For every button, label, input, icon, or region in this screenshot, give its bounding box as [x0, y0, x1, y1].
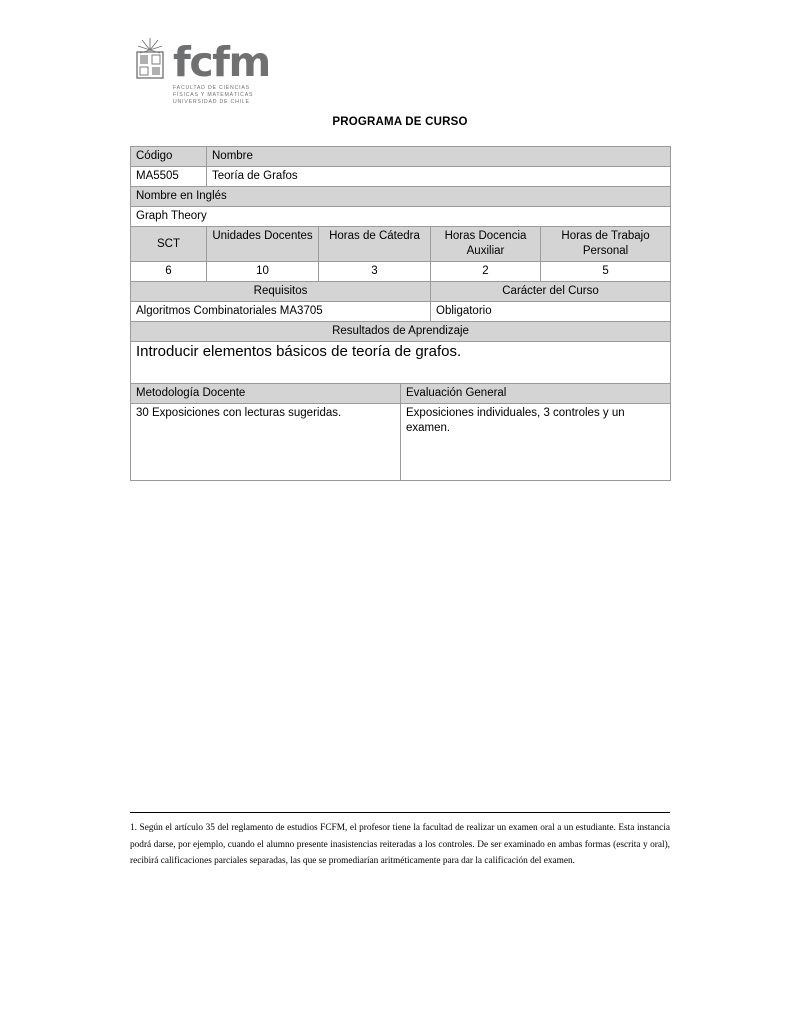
horas-catedra-header: Horas de Cátedra: [319, 227, 431, 262]
resultados-aprendizaje-header: Resultados de Aprendizaje: [131, 322, 671, 342]
table-row: [131, 302, 671, 322]
logo-caption-line-2: FÍSICAS Y MATEMÁTICAS: [173, 92, 254, 98]
requisitos-header: Requisitos: [131, 282, 431, 302]
horas-docencia-auxiliar-header: Horas Docencia Auxiliar: [431, 227, 541, 262]
logo-wordmark: fcfm: [173, 38, 270, 86]
university-crest-icon: [131, 36, 169, 82]
table-row: [131, 322, 671, 342]
nombre-header: Nombre: [207, 147, 671, 167]
metodologia-docente-value: 30 Exposiciones con lecturas sugeridas.: [131, 404, 401, 481]
table-row: [131, 147, 671, 167]
table-row: [131, 384, 671, 404]
horas-docencia-auxiliar-value: 2: [431, 262, 541, 282]
nombre-ingles-header: Nombre en Inglés: [131, 187, 671, 207]
sct-value: 6: [131, 262, 207, 282]
nombre-value: Teoría de Grafos: [207, 167, 671, 187]
horas-trabajo-personal-value: 5: [541, 262, 671, 282]
codigo-value: MA5505: [131, 167, 207, 187]
methodology-evaluation-table: [130, 383, 671, 481]
table-row: [131, 187, 671, 207]
table-row: [131, 167, 671, 187]
table-row: [131, 282, 671, 302]
nombre-ingles-value: Graph Theory: [131, 207, 671, 227]
footnote-text: 1. Según el artículo 35 del reglamento de estudios FCFM, el profesor tiene la facultad de realizar un examen oral a un estudiante. Esta instancia podrá darse, por ejemplo, cuando el alumno presente inasistencias reiteradas a los controles. De ser examinado en ambas formas (escrita y oral), recibirá calificaciones parciales separadas, las que se promediarían aritméticamente para dar la calificación del examen.: [130, 823, 670, 866]
table-row: [131, 404, 671, 481]
course-info-table: [130, 146, 671, 385]
unidades-docentes-header: Unidades Docentes: [207, 227, 319, 262]
requisitos-value: Algoritmos Combinatoriales MA3705: [131, 302, 431, 322]
table-row: [131, 227, 671, 262]
table-row: [131, 342, 671, 385]
page-title: PROGRAMA DE CURSO: [332, 116, 468, 128]
logo-caption-line-1: FACULTAD DE CIENCIAS: [173, 85, 250, 91]
unidades-docentes-value: 10: [207, 262, 319, 282]
evaluacion-general-header: Evaluación General: [401, 384, 671, 404]
fcfm-logo: [131, 36, 311, 106]
codigo-header: Código: [131, 147, 207, 167]
resultados-aprendizaje-value: Introducir elementos básicos de teoría de grafos.: [131, 342, 671, 385]
horas-trabajo-personal-header: Horas de Trabajo Personal: [541, 227, 671, 262]
caracter-curso-header: Carácter del Curso: [431, 282, 671, 302]
table-row: [131, 262, 671, 282]
logo-caption-line-3: UNIVERSIDAD DE CHILE: [173, 99, 250, 105]
caracter-curso-value: Obligatorio: [431, 302, 671, 322]
metodologia-docente-header: Metodología Docente: [131, 384, 401, 404]
footnote-divider: [130, 812, 670, 813]
sct-header: SCT: [131, 227, 207, 262]
evaluacion-general-value: Exposiciones individuales, 3 controles y un examen.: [401, 404, 671, 481]
table-row: [131, 207, 671, 227]
horas-catedra-value: 3: [319, 262, 431, 282]
